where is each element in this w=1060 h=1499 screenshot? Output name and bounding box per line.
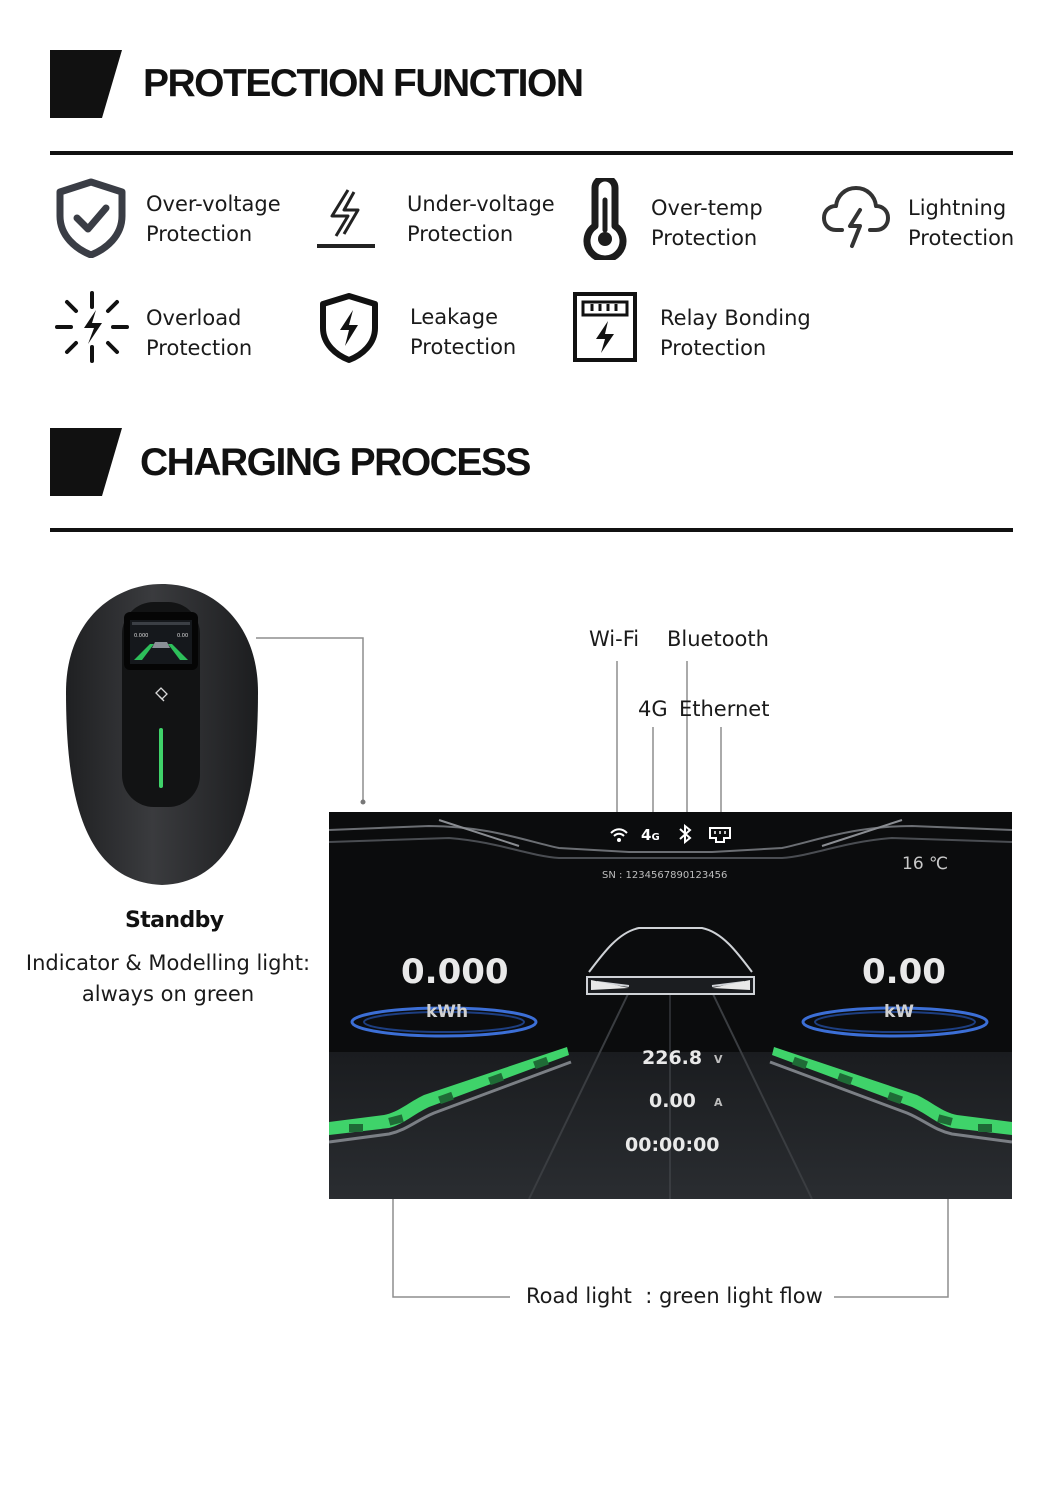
relay-bonding-label: Relay Bonding Protection — [660, 306, 811, 360]
road-light-callout: Road light : green light flow — [526, 1284, 823, 1308]
serial-number: SN : 1234567890123456 — [602, 870, 728, 881]
under-voltage-label: Under-voltage Protection — [407, 192, 555, 246]
energy-value: 0.000 — [401, 952, 509, 992]
charging-section-title: CHARGING PROCESS — [140, 441, 530, 484]
energy-unit: kWh — [426, 1002, 469, 1022]
charger-screen — [329, 812, 1012, 1199]
current-value: 0.00 — [649, 1090, 696, 1112]
elapsed-time: 00:00:00 — [625, 1134, 720, 1156]
bluetooth-callout: Bluetooth — [667, 627, 769, 651]
ethernet-icon — [708, 826, 732, 848]
voltage-unit: V — [714, 1053, 723, 1066]
overload-label: Overload Protection — [146, 306, 253, 360]
ethernet-callout: Ethernet — [679, 697, 770, 721]
bluetooth-icon — [678, 824, 692, 848]
power-value: 0.00 — [862, 952, 946, 992]
standby-title: Standby — [125, 908, 224, 933]
over-temp-label: Over-temp Protection — [651, 196, 763, 250]
4g-icon: 4G — [641, 826, 660, 844]
current-unit: A — [714, 1096, 723, 1109]
leakage-label: Leakage Protection — [410, 305, 517, 359]
lightning-label: Lightning Protection — [908, 196, 1015, 250]
protection-section-title: PROTECTION FUNCTION — [143, 62, 583, 105]
standby-description: Indicator & Modelling light: always on green — [25, 951, 311, 1006]
svg-text:0.00: 0.00 — [177, 633, 189, 639]
power-unit: kW — [884, 1002, 915, 1022]
voltage-value: 226.8 — [642, 1047, 703, 1069]
over-voltage-label: Over-voltage Protection — [146, 192, 281, 246]
wifi-icon — [609, 826, 629, 848]
svg-text:0.000: 0.000 — [134, 633, 149, 639]
wifi-callout: Wi-Fi — [589, 627, 640, 651]
4g-callout: 4G — [638, 697, 668, 721]
temperature-readout: 16 ℃ — [902, 854, 949, 874]
